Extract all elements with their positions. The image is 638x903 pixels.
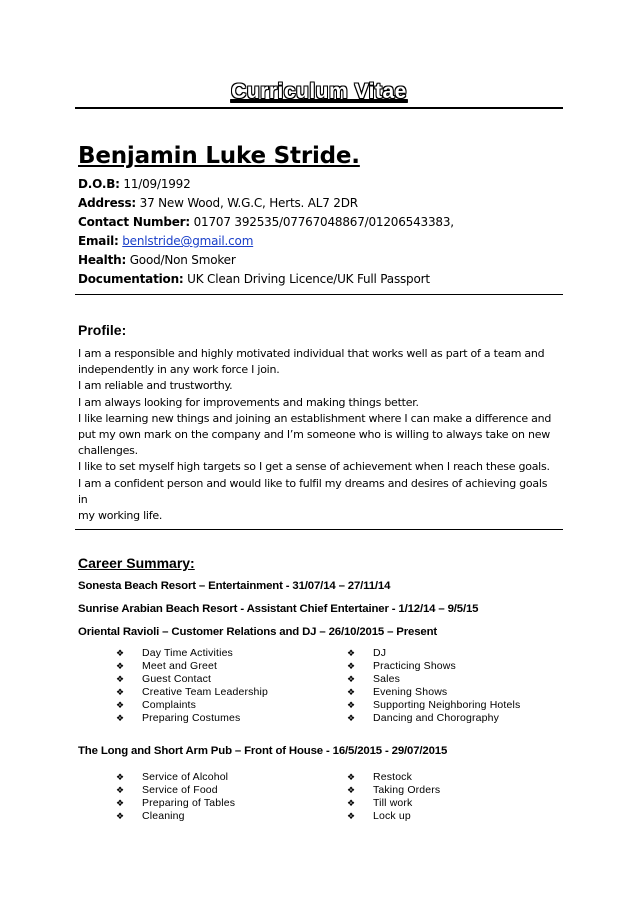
- contact-value: 01707 392535/07767048867/01206543383,: [193, 215, 454, 229]
- list-item: ❖ Taking Orders: [347, 784, 441, 796]
- diamond-bullet-icon: ❖: [116, 700, 125, 710]
- documentation-value: UK Clean Driving Licence/UK Full Passport: [187, 272, 430, 286]
- profile-line: challenges.: [78, 444, 138, 458]
- diamond-bullet-icon: ❖: [116, 772, 125, 782]
- contact-line: [78, 213, 454, 232]
- diamond-bullet-icon: ❖: [347, 772, 356, 782]
- diamond-bullet-icon: ❖: [116, 785, 125, 795]
- profile-line: independently in any work force I join.: [78, 363, 280, 377]
- list-item: ❖ Complaints: [116, 699, 197, 711]
- documentation-line: [78, 270, 430, 289]
- dob-line: [78, 175, 191, 194]
- profile-line: my working life.: [78, 509, 163, 523]
- job-title: Oriental Ravioli – Customer Relations and DJ – 26/10/2015 – Present: [78, 626, 438, 638]
- diamond-bullet-icon: ❖: [347, 674, 356, 684]
- list-item: ❖ Practicing Shows: [347, 660, 456, 672]
- job-title: The Long and Short Arm Pub – Front of House - 16/5/2015 - 29/07/2015: [78, 745, 448, 757]
- job-title: Sunrise Arabian Beach Resort - Assistant Chief Entertainer - 1/12/14 – 9/5/15: [78, 603, 479, 615]
- pub-duties-left: [116, 771, 235, 823]
- profile-line: I am a confident person and would like to fulfil my dreams and desires of achieving goals in: [78, 476, 548, 506]
- list-item: ❖ Meet and Greet: [116, 660, 218, 672]
- diamond-bullet-icon: ❖: [347, 785, 356, 795]
- diamond-bullet-icon: ❖: [347, 687, 356, 697]
- ravioli-duties-right: [347, 647, 520, 725]
- diamond-bullet-icon: ❖: [116, 798, 125, 808]
- list-item: ❖ Lock up: [347, 810, 411, 822]
- diamond-bullet-icon: ❖: [347, 648, 356, 658]
- list-item: ❖ Creative Team Leadership: [116, 686, 268, 698]
- diamond-bullet-icon: ❖: [347, 811, 356, 821]
- documentation-label: Documentation:: [78, 272, 184, 286]
- list-item: ❖ Preparing Costumes: [116, 712, 241, 724]
- diamond-bullet-icon: ❖: [116, 687, 125, 697]
- list-item: ❖ Sales: [347, 673, 401, 685]
- diamond-bullet-icon: ❖: [116, 713, 125, 723]
- profile-line: I am always looking for improvements and making things better.: [78, 395, 419, 409]
- email-line: [78, 232, 253, 251]
- list-item: ❖ Service of Food: [116, 784, 218, 796]
- dob-label: D.O.B:: [78, 177, 120, 191]
- diamond-bullet-icon: ❖: [347, 798, 356, 808]
- email-label: Email:: [78, 234, 119, 248]
- health-line: [78, 251, 236, 270]
- diamond-bullet-icon: ❖: [347, 700, 356, 710]
- profile-heading: Profile:: [78, 322, 127, 338]
- title-divider: [75, 107, 563, 109]
- list-item: ❖ Preparing of Tables: [116, 797, 236, 809]
- job-title: Sonesta Beach Resort – Entertainment - 31/07/14 – 27/11/14: [78, 580, 391, 592]
- personal-divider: [75, 294, 563, 295]
- ravioli-duties-left: [116, 647, 268, 725]
- list-item: ❖ Guest Contact: [116, 673, 212, 685]
- health-value: Good/Non Smoker: [129, 253, 236, 267]
- diamond-bullet-icon: ❖: [347, 713, 356, 723]
- profile-line: I like learning new things and joining an establishment where I can make a difference and: [78, 411, 552, 425]
- list-item: ❖ Supporting Neighboring Hotels: [347, 699, 521, 711]
- diamond-bullet-icon: ❖: [116, 661, 125, 671]
- address-value: 37 New Wood, W.G.C, Herts. AL7 2DR: [139, 196, 358, 210]
- list-item: ❖ Till work: [347, 797, 413, 809]
- list-item: ❖ Service of Alcohol: [116, 771, 229, 783]
- list-item: ❖ Day Time Activities: [116, 647, 233, 659]
- health-label: Health:: [78, 253, 127, 267]
- dob-value: 11/09/1992: [123, 177, 191, 191]
- profile-line: put my own mark on the company and I’m someone who is willing to always take on new: [78, 428, 550, 442]
- diamond-bullet-icon: ❖: [116, 811, 125, 821]
- list-item: ❖ DJ: [347, 647, 387, 659]
- profile-line: I am a responsible and highly motivated individual that works well as part of a team and: [78, 347, 545, 360]
- list-item: ❖ Restock: [347, 771, 412, 783]
- pub-duties-right: [347, 771, 440, 823]
- diamond-bullet-icon: ❖: [116, 648, 125, 658]
- profile-text: [78, 346, 558, 524]
- contact-label: Contact Number:: [78, 215, 190, 229]
- list-item: ❖ Evening Shows: [347, 686, 448, 698]
- email-link[interactable]: benlstride@gmail.com: [122, 234, 254, 248]
- address-line: [78, 194, 358, 213]
- profile-line: I like to set myself high targets so I get a sense of achievement when I reach these goals.: [78, 460, 550, 474]
- career-heading: Career Summary:: [78, 555, 195, 571]
- diamond-bullet-icon: ❖: [347, 661, 356, 671]
- candidate-name: Benjamin Luke Stride.: [78, 143, 360, 169]
- document-title: Curriculum Vitae: [231, 80, 407, 103]
- diamond-bullet-icon: ❖: [116, 674, 125, 684]
- profile-divider: [75, 529, 563, 530]
- profile-line: I am reliable and trustworthy.: [78, 379, 233, 393]
- address-label: Address:: [78, 196, 137, 210]
- list-item: ❖ Cleaning: [116, 810, 185, 822]
- list-item: ❖ Dancing and Chorography: [347, 712, 500, 724]
